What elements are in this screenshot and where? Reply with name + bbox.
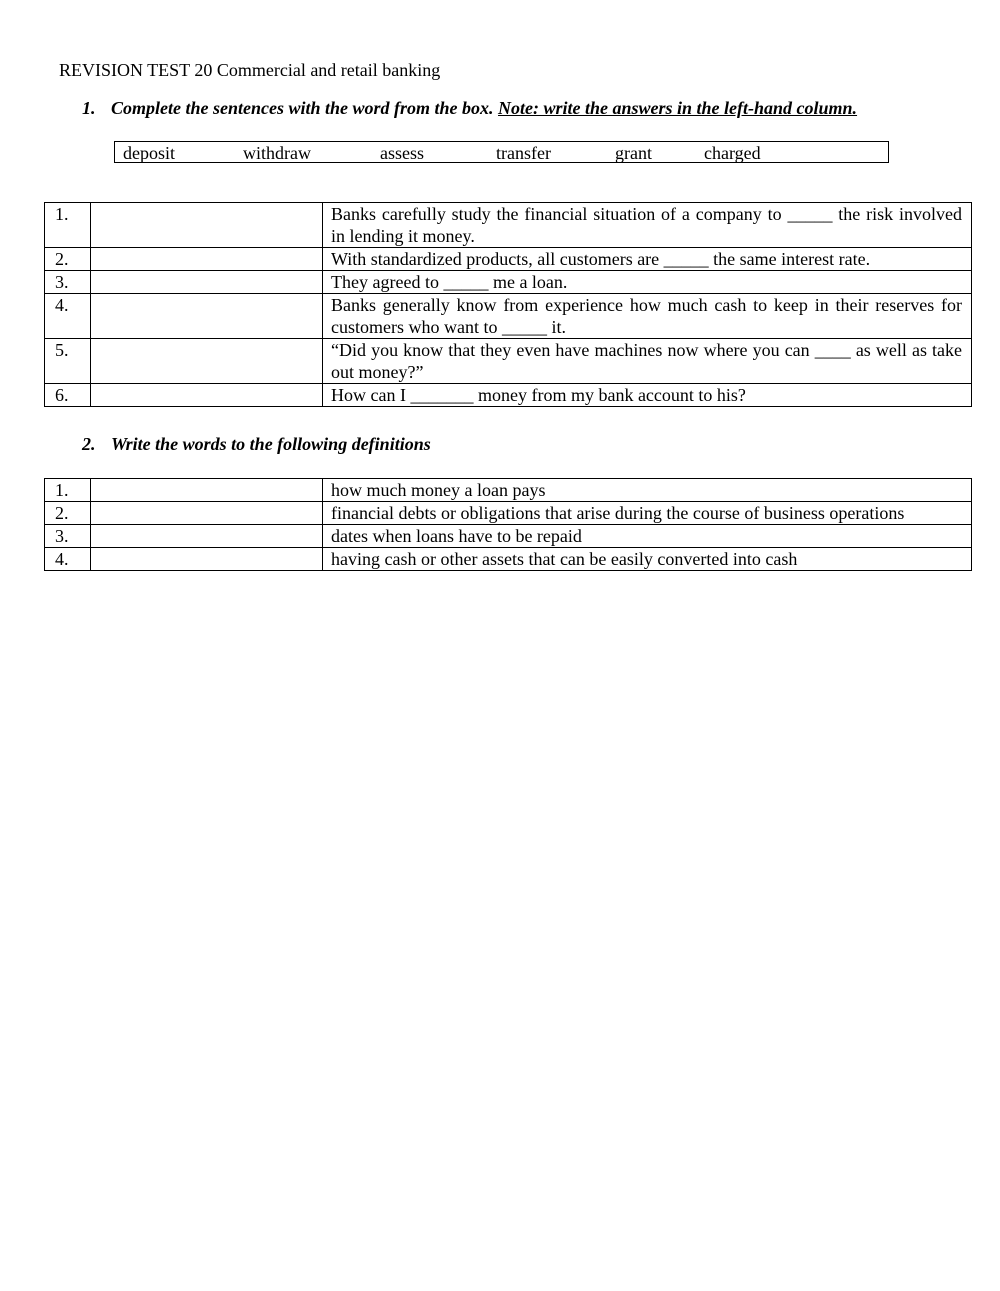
word-box-item: transfer xyxy=(496,143,551,163)
answer-cell[interactable] xyxy=(91,203,323,248)
sentence-cell: They agreed to _____ me a loan. xyxy=(323,271,972,294)
table-row xyxy=(45,248,972,271)
definition-cell: financial debts or obligations that arise during the course of business operations xyxy=(323,502,972,525)
exercise-1-note: Note: write the answers in the left-hand column. xyxy=(498,98,858,118)
word-box-item: assess xyxy=(380,143,424,163)
answer-cell[interactable] xyxy=(91,294,323,339)
answer-cell[interactable] xyxy=(91,384,323,407)
row-number: 5. xyxy=(45,339,91,384)
table-row xyxy=(45,271,972,294)
answer-cell[interactable] xyxy=(91,271,323,294)
table-row xyxy=(45,339,972,384)
word-box xyxy=(114,141,889,163)
row-number: 1. xyxy=(45,479,91,502)
row-number: 3. xyxy=(45,271,91,294)
word-box-item: withdraw xyxy=(243,143,311,163)
table-row xyxy=(45,203,972,248)
page-title: REVISION TEST 20 Commercial and retail banking xyxy=(59,60,441,80)
row-number: 6. xyxy=(45,384,91,407)
answer-cell[interactable] xyxy=(91,339,323,384)
answer-cell[interactable] xyxy=(91,248,323,271)
row-number: 1. xyxy=(45,203,91,248)
word-box-item: deposit xyxy=(123,143,175,163)
exercise-1-table xyxy=(44,202,972,407)
exercise-2-heading xyxy=(82,433,431,455)
word-box-item: grant xyxy=(615,143,652,163)
sentence-cell: With standardized products, all customers are _____ the same interest rate. xyxy=(323,248,972,271)
sentence-cell: “Did you know that they even have machines now where you can ____ as well as take out money?” xyxy=(323,339,972,384)
answer-cell[interactable] xyxy=(91,548,323,571)
word-box-item: charged xyxy=(704,143,761,163)
row-number: 3. xyxy=(45,525,91,548)
table-row xyxy=(45,294,972,339)
exercise-1-number: 1. xyxy=(82,98,96,118)
row-number: 4. xyxy=(45,548,91,571)
exercise-2-number: 2. xyxy=(82,434,96,454)
exercise-1-instruction: Complete the sentences with the word from the box. xyxy=(111,98,494,118)
definition-cell: how much money a loan pays xyxy=(323,479,972,502)
row-number: 2. xyxy=(45,248,91,271)
sentence-cell: Banks carefully study the financial situation of a company to _____ the risk involved in lending it money. xyxy=(323,203,972,248)
sentence-cell: How can I _______ money from my bank account to his? xyxy=(323,384,972,407)
exercise-2-table xyxy=(44,478,972,571)
answer-cell[interactable] xyxy=(91,525,323,548)
table-row xyxy=(45,479,972,502)
sentence-cell: Banks generally know from experience how much cash to keep in their reserves for customers who want to _____ it. xyxy=(323,294,972,339)
table-row xyxy=(45,384,972,407)
answer-cell[interactable] xyxy=(91,479,323,502)
table-row xyxy=(45,502,972,525)
definition-cell: dates when loans have to be repaid xyxy=(323,525,972,548)
answer-cell[interactable] xyxy=(91,502,323,525)
definition-cell: having cash or other assets that can be easily converted into cash xyxy=(323,548,972,571)
exercise-2-instruction: Write the words to the following definitions xyxy=(111,434,431,454)
row-number: 2. xyxy=(45,502,91,525)
exercise-1-heading xyxy=(82,97,857,119)
row-number: 4. xyxy=(45,294,91,339)
table-row xyxy=(45,548,972,571)
table-row xyxy=(45,525,972,548)
